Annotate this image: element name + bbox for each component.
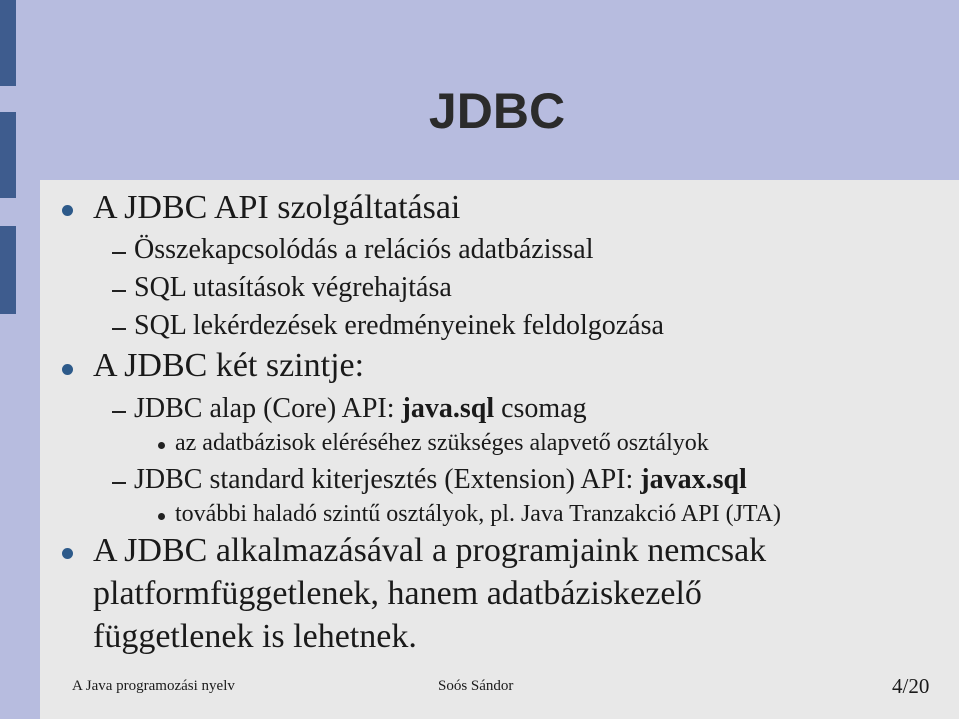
bullet-text: A JDBC két szintje:	[93, 347, 365, 384]
sub-bullet-text: Összekapcsolódás a relációs adatbázissal	[134, 234, 594, 265]
left-accent-bar	[0, 0, 16, 86]
small-bullet-dot-icon	[158, 442, 165, 449]
sub-bullet-text	[134, 464, 747, 496]
left-accent-bar	[0, 226, 16, 314]
package-name: javax.sql	[640, 464, 747, 495]
bullet-text: A JDBC API szolgáltatásai	[93, 189, 461, 226]
bullet-dot-icon	[62, 205, 73, 216]
text-segment: csomag	[494, 393, 587, 424]
bullet-dot-icon	[62, 364, 73, 375]
dash-icon	[112, 482, 126, 484]
package-name: java.sql	[401, 393, 495, 424]
dash-icon	[112, 328, 126, 330]
dash-icon	[112, 290, 126, 292]
dash-icon	[112, 252, 126, 254]
slide-content	[40, 180, 959, 719]
sub-bullet-text	[134, 393, 587, 425]
sub-sub-bullet-text: az adatbázisok eléréséhez szükséges alapvető osztályok	[175, 430, 709, 456]
bullet-text-line: platformfüggetlenek, hanem adatbáziskezelő	[93, 575, 702, 612]
bullet-text-line: függetlenek is lehetnek.	[93, 618, 417, 655]
sub-bullet-text: SQL utasítások végrehajtása	[134, 272, 452, 303]
footer-page-number: 4/20	[892, 674, 930, 698]
sub-bullet-text: SQL lekérdezések eredményeinek feldolgozása	[134, 310, 664, 341]
text-segment: JDBC alap (Core) API:	[134, 393, 402, 424]
footer-author: Soós Sándor	[438, 678, 514, 694]
sub-sub-bullet-text: további haladó szintű osztályok, pl. Java Tranzakció API (JTA)	[175, 501, 781, 527]
slide-footer	[0, 670, 959, 710]
text-segment: JDBC standard kiterjesztés (Extension) API:	[134, 464, 641, 495]
bullet-text-line: A JDBC alkalmazásával a programjaink nemcsak	[93, 532, 767, 569]
dash-icon	[112, 411, 126, 413]
slide-title: JDBC	[428, 83, 566, 139]
small-bullet-dot-icon	[158, 513, 165, 520]
footer-course-title: A Java programozási nyelv	[72, 678, 235, 694]
bullet-dot-icon	[62, 548, 73, 559]
